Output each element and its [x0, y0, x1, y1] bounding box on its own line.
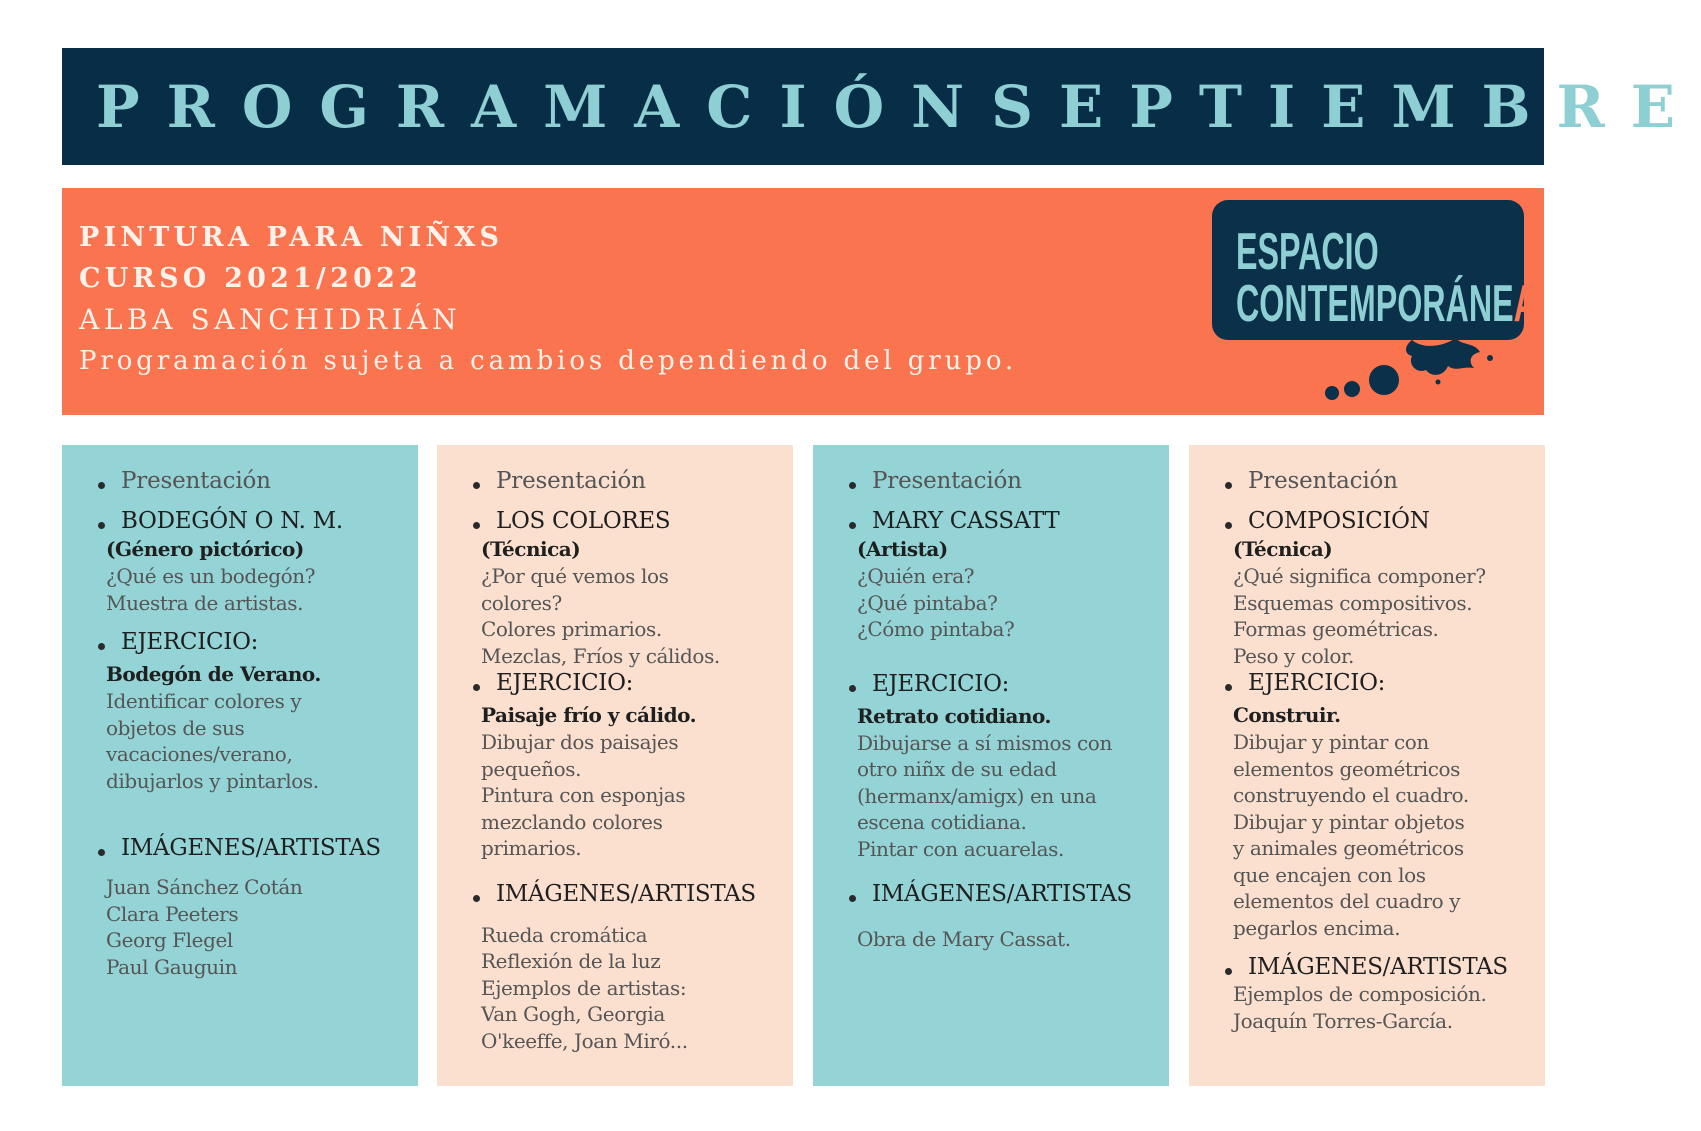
exercise-item: [473, 669, 783, 697]
week-column-1: [62, 445, 418, 1086]
topic-title: BODEGÓN O N. M.: [121, 508, 343, 534]
exercise-title: Retrato cotidiano.: [857, 703, 1052, 728]
topic-type: (Género pictórico): [106, 537, 304, 561]
detail-line: Peso y color.: [1233, 643, 1354, 668]
detail-line: objetos de sus: [106, 715, 245, 740]
images-details: [1233, 981, 1535, 1034]
artist-line: Ejemplos de composición.: [1233, 982, 1487, 1006]
detail-line: (hermanx/amigx) en una: [857, 783, 1097, 808]
images-label: IMÁGENES/ARTISTAS: [121, 835, 381, 861]
artist-line: Paul Gauguin: [106, 954, 238, 979]
artist-line: Clara Peeters: [106, 901, 239, 926]
topic-type: (Técnica): [481, 537, 581, 561]
detail-line: mezclando colores: [481, 809, 663, 834]
detail-line: Mezclas, Fríos y cálidos.: [481, 643, 720, 668]
images-item: [98, 834, 408, 862]
exercise-label: EJERCICIO:: [1248, 670, 1386, 696]
exercise-label: EJERCICIO:: [872, 670, 1010, 697]
topic-item: [849, 507, 1159, 535]
detail-line: Dibujar dos paisajes: [481, 730, 679, 754]
images-details: [106, 874, 408, 980]
artist-line: Georg Flegel: [106, 928, 233, 952]
topic-details: [481, 563, 783, 669]
course-note: Programación sujeta a cambios dependiendo del grupo.: [79, 346, 1018, 376]
topic-item: [98, 507, 408, 535]
artist-line: Reflexión de la luz: [481, 949, 661, 973]
topic-type: (Artista): [857, 537, 948, 561]
images-item: [473, 880, 783, 908]
detail-line: ¿Quién era?: [857, 564, 975, 588]
detail-line: elementos geométricos: [1233, 756, 1461, 781]
exercise-label: EJERCICIO:: [496, 670, 634, 696]
intro-item: [849, 467, 1159, 495]
exercise-details: [106, 688, 408, 794]
intro-item: [1225, 467, 1535, 495]
detail-line: vacaciones/verano,: [106, 742, 293, 766]
detail-line: que encajen con los: [1233, 862, 1426, 887]
logo-line-2-accent: A: [1513, 275, 1537, 333]
topic-type: (Técnica): [1233, 537, 1333, 561]
artist-line: Van Gogh, Georgia: [481, 1002, 665, 1026]
exercise-details: [481, 729, 783, 862]
detail-line: elementos del cuadro y: [1233, 889, 1461, 913]
detail-line: Dibujar y pintar objetos: [1233, 809, 1465, 834]
week-column-2: [437, 445, 793, 1086]
exercise-title: Paisaje frío y cálido.: [481, 703, 697, 727]
topic-title: MARY CASSATT: [872, 508, 1060, 534]
course-name: PINTURA PARA NIÑXS: [79, 222, 504, 253]
espacio-contemporanea-logo: [1212, 200, 1537, 405]
detail-line: ¿Cómo pintaba?: [857, 617, 1015, 641]
exercise-details: [1233, 729, 1535, 941]
artist-line: Obra de Mary Cassat.: [857, 927, 1071, 951]
intro-label: Presentación: [1248, 468, 1398, 494]
intro-item: [98, 467, 408, 495]
artist-line: Rueda cromática: [481, 922, 648, 947]
artist-line: Joaquín Torres-García.: [1233, 1008, 1453, 1033]
exercise-item: [1225, 669, 1535, 697]
exercise-title: Bodegón de Verano.: [106, 662, 321, 686]
topic-details: [857, 563, 1159, 643]
course-info-banner: [62, 188, 1544, 415]
intro-label: Presentación: [496, 468, 646, 494]
detail-line: Formas geométricas.: [1233, 617, 1439, 641]
intro-label: Presentación: [121, 468, 271, 494]
title-word-programacion: PROGRAMACIÓN: [96, 72, 992, 141]
artist-line: O'keeffe, Joan Miró...: [481, 1028, 688, 1053]
detail-line: dibujarlos y pintarlos.: [106, 768, 319, 793]
detail-line: Pintar con acuarelas.: [857, 836, 1064, 861]
detail-line: otro niñx de su edad: [857, 757, 1057, 781]
detail-line: escena cotidiana.: [857, 810, 1027, 834]
images-details: [481, 922, 783, 1055]
exercise-label: EJERCICIO:: [121, 629, 259, 655]
detail-line: primarios.: [481, 836, 582, 860]
topic-item: [1225, 507, 1535, 535]
week-column-3: [813, 445, 1169, 1086]
topic-item: [473, 507, 783, 535]
detail-line: ¿Qué es un bodegón?: [106, 564, 316, 588]
detail-line: construyendo el cuadro.: [1233, 783, 1469, 807]
detail-line: pequeños.: [481, 756, 582, 781]
artist-line: Juan Sánchez Cotán: [106, 875, 303, 899]
exercise-title: Construir.: [1233, 703, 1341, 727]
detail-line: Esquemas compositivos.: [1233, 590, 1473, 615]
detail-line: Dibujar y pintar con: [1233, 730, 1429, 754]
logo-line-1: ESPACIO: [1236, 223, 1379, 281]
detail-line: Dibujarse a sí mismos con: [857, 730, 1112, 755]
title-word-septiembre: SEPTIEMBRE: [991, 72, 1701, 141]
images-details: [857, 926, 1159, 953]
exercise-item: [98, 628, 408, 656]
images-item: [1225, 953, 1535, 981]
course-year: CURSO 2021/2022: [79, 263, 423, 294]
detail-line: Identificar colores y: [106, 689, 302, 713]
detail-line: pegarlos encima.: [1233, 915, 1401, 940]
detail-line: Muestra de artistas.: [106, 590, 304, 615]
detail-line: Colores primarios.: [481, 617, 662, 641]
images-label: IMÁGENES/ARTISTAS: [872, 881, 1132, 907]
topic-details: [106, 563, 408, 616]
teacher-name: ALBA SANCHIDRIÁN: [79, 303, 462, 336]
images-label: IMÁGENES/ARTISTAS: [496, 880, 756, 907]
week-column-4: [1189, 445, 1545, 1086]
detail-line: colores?: [481, 590, 562, 615]
detail-line: ¿Qué pintaba?: [857, 590, 998, 615]
exercise-details: [857, 730, 1159, 863]
title-banner: [62, 48, 1701, 165]
topic-title: COMPOSICIÓN: [1248, 508, 1430, 534]
topic-title: LOS COLORES: [496, 508, 671, 534]
intro-label: Presentación: [872, 468, 1022, 494]
detail-line: Pintura con esponjas: [481, 783, 686, 807]
detail-line: ¿Qué significa componer?: [1233, 564, 1486, 588]
logo-line-2-main: CONTEMPORÁNE: [1236, 275, 1514, 333]
paint-splash-icon: [1212, 200, 1522, 405]
detail-line: y animales geométricos: [1233, 836, 1464, 860]
intro-item: [473, 467, 783, 495]
detail-line: ¿Por qué vemos los: [481, 564, 669, 588]
images-label: IMÁGENES/ARTISTAS: [1248, 954, 1508, 980]
artist-line: Ejemplos de artistas:: [481, 975, 687, 1000]
topic-details: [1233, 563, 1535, 669]
exercise-item: [849, 670, 1159, 698]
images-item: [849, 880, 1159, 908]
